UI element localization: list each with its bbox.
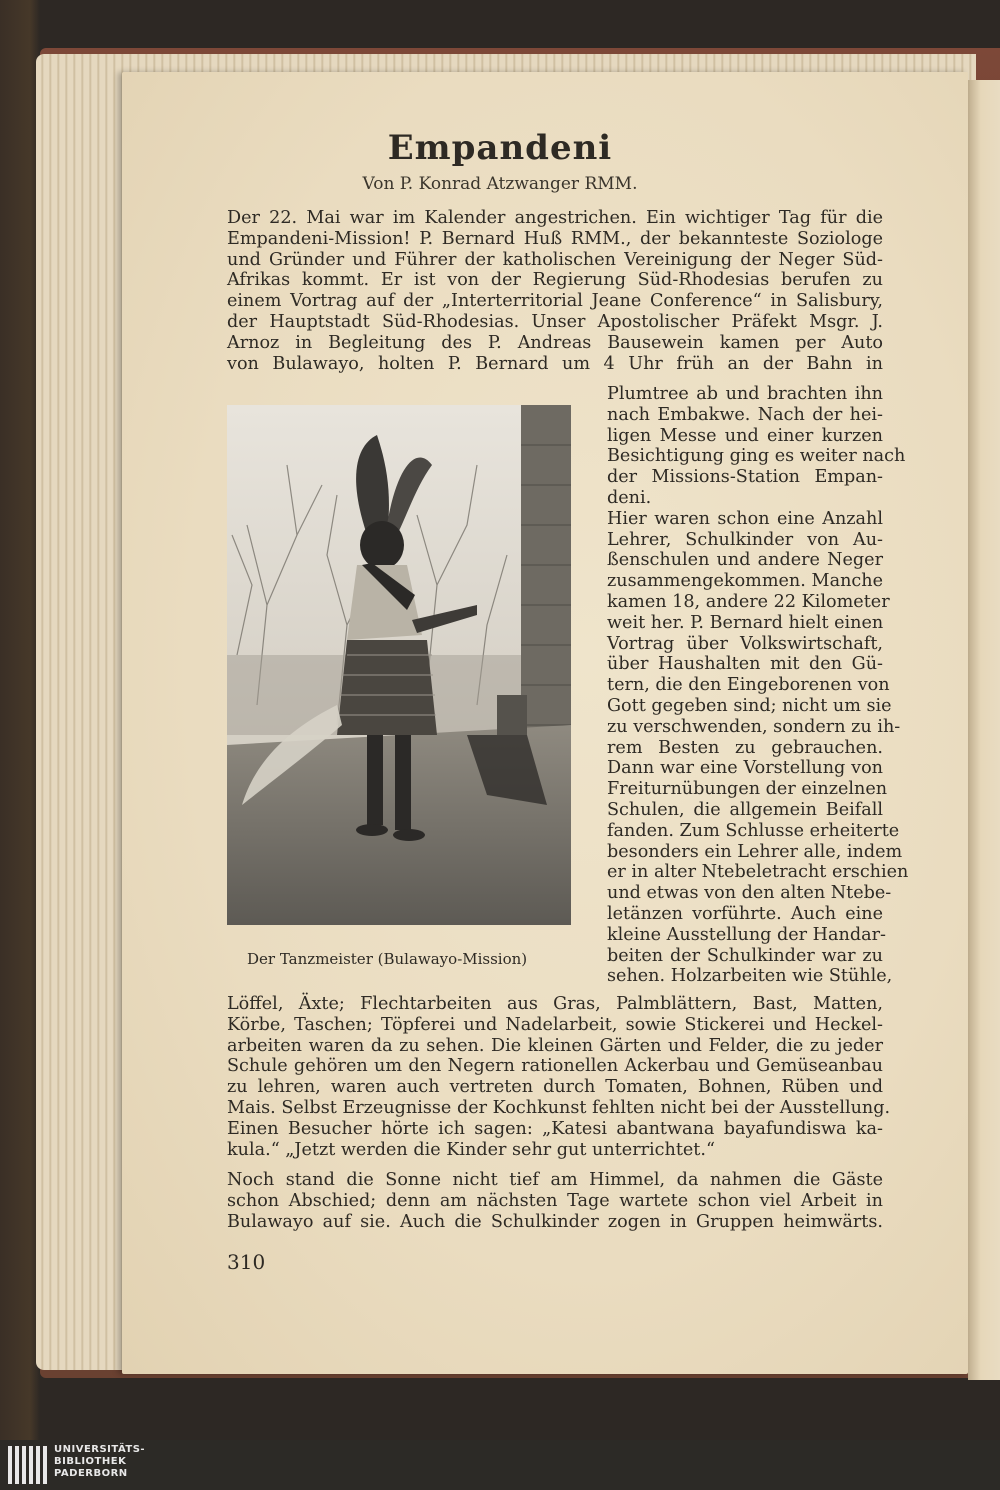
text-line: ligen Messe und einer kurzen <box>607 425 883 446</box>
text-line: über Haushalten mit den Gü- <box>607 654 883 675</box>
text-line: einem Vortrag auf der „Interterritorial Jeane Conference“ in Salisbury, <box>227 291 883 312</box>
text-line: Arnoz in Begleitung des P. Andreas Bausewein kamen per Auto <box>227 332 883 353</box>
text-line: er in alter Ntebeletracht erschien <box>607 862 909 883</box>
text-line: Hier waren schon eine Anzahl <box>607 508 883 529</box>
text-line: beiten der Schulkinder war zu <box>607 945 883 966</box>
text-line: Freiturnübungen der einzelnen <box>607 779 888 800</box>
text-line: nach Embakwe. Nach der hei- <box>607 404 883 425</box>
text-line: und etwas von den alten Ntebe- <box>607 883 892 904</box>
logo-line: UNIVERSITÄTS- <box>54 1444 146 1455</box>
text-line: letänzen vorführte. Auch eine <box>607 903 883 924</box>
text-line: weit her. P. Bernard hielt einen <box>607 612 884 633</box>
page-number: 310 <box>227 1250 266 1274</box>
text-line: Gott gegeben sind; nicht um sie <box>607 695 892 716</box>
text-line: von Bulawayo, holten P. Bernard um 4 Uhr früh an der Bahn in <box>227 353 883 374</box>
text-line: Löffel, Äxte; Flechtarbeiten aus Gras, Palmblättern, Bast, Matten, <box>227 994 883 1014</box>
photo-dance-master <box>227 405 571 925</box>
text-line: zu lehren, waren auch vertreten durch Tomaten, Bohnen, Rüben und <box>227 1077 883 1098</box>
text-line: Schule gehören um den Negern rationellen Ackerbau und Gemüseanbau <box>227 1056 883 1077</box>
text-line: Der 22. Mai war im Kalender angestrichen. Ein wichtiger Tag für die <box>227 208 883 228</box>
text-line: Körbe, Taschen; Töpferei und Nadelarbeit, sowie Stickerei und Heckel- <box>227 1014 883 1035</box>
paragraph-last <box>227 1170 883 1232</box>
text-line: deni. <box>607 487 652 508</box>
text-line: Plumtree ab und brachten ihn <box>607 384 883 404</box>
text-line: kamen 18, andere 22 Kilometer <box>607 591 890 612</box>
paragraph-right-column <box>607 384 909 987</box>
text-line: Schulen, die allgemein Beifall <box>607 799 883 820</box>
logo-line: BIBLIOTHEK <box>54 1456 127 1467</box>
text-line: sehen. Holzarbeiten wie Stühle, <box>607 966 893 987</box>
paragraph-intro <box>227 208 883 374</box>
text-line: schon Abschied; denn am nächsten Tage wartete schon viel Arbeit in <box>227 1190 883 1211</box>
text-line: kula.“ „Jetzt werden die Kinder sehr gut unterrichtet.“ <box>227 1139 715 1160</box>
text-line: Vortrag über Volkswirtschaft, <box>607 633 883 654</box>
text-line: fanden. Zum Schlusse erheiterte <box>607 820 900 841</box>
library-logo-icon <box>8 1444 50 1486</box>
library-logo-text <box>54 1444 145 1480</box>
photo-caption: Der Tanzmeister (Bulawayo-Mission) <box>247 950 528 968</box>
article-title: Empandeni <box>387 128 613 168</box>
text-line: Empandeni-Mission! P. Bernard Huß RMM., der bekannteste Soziologe <box>227 228 883 249</box>
text-line: arbeiten waren da zu sehen. Die kleinen Gärten und Felder, die zu jeder <box>227 1035 883 1056</box>
text-line: rem Besten zu gebrauchen. <box>607 737 883 758</box>
text-line: Dann war eine Vorstellung von <box>607 758 883 779</box>
text-line: Bulawayo auf sie. Auch die Schulkinder zogen in Gruppen heimwärts. <box>227 1211 883 1232</box>
text-line: und Gründer und Führer der katholischen Vereinigung der Neger Süd- <box>227 249 883 270</box>
text-line: Afrikas kommt. Er ist von der Regierung Süd-Rhodesias berufen zu <box>227 270 883 291</box>
photo-image <box>227 405 571 925</box>
text-line: der Hauptstadt Süd-Rhodesias. Unser Apostolischer Präfekt Msgr. J. <box>227 311 883 332</box>
article-byline: Von P. Konrad Atzwanger RMM. <box>362 174 638 194</box>
paragraph-continued <box>227 994 891 1160</box>
text-line: Besichtigung ging es weiter nach <box>607 446 906 467</box>
text-line: Noch stand die Sonne nicht tief am Himmel, da nahmen die Gäste <box>227 1170 883 1190</box>
text-line: ßenschulen und andere Neger <box>607 550 883 571</box>
text-line: zu verschwenden, sondern zu ih- <box>607 716 901 737</box>
text-line: der Missions-Station Empan- <box>607 467 883 488</box>
text-line: kleine Ausstellung der Handar- <box>607 924 886 945</box>
facing-page-edge <box>968 80 1000 1380</box>
text-line: zusammengekommen. Manche <box>607 571 883 592</box>
text-line: tern, die den Eingeborenen von <box>607 675 890 696</box>
footer-bar <box>0 1440 1000 1490</box>
logo-line: PADERBORN <box>54 1468 128 1479</box>
text-line: Mais. Selbst Erzeugnisse der Kochkunst fehlten nicht bei der Ausstellung. <box>227 1097 891 1118</box>
text-line: besonders ein Lehrer alle, indem <box>607 841 903 862</box>
text-line: Lehrer, Schulkinder von Au- <box>607 529 883 550</box>
text-line: Einen Besucher hörte ich sagen: „Katesi abantwana bayafundiswa ka- <box>227 1118 883 1139</box>
